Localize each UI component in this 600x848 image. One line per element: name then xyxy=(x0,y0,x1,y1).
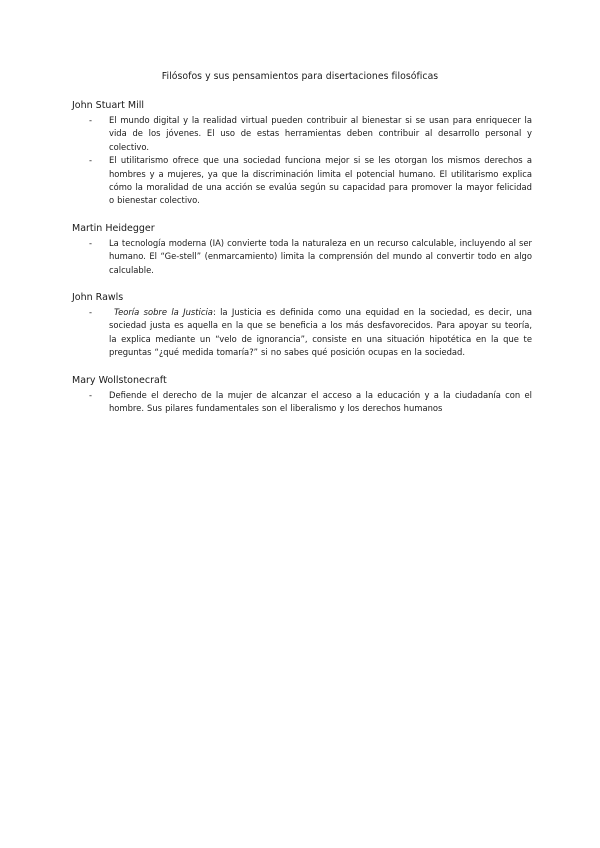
section-heading: Martin Heidegger xyxy=(72,222,155,234)
section-mary-wollstonecraft xyxy=(72,374,532,416)
bullet-dash: - xyxy=(89,237,93,248)
section-heading: Mary Wollstonecraft xyxy=(72,374,167,386)
item-text: Defiende el derecho de la mujer de alcanzar el acceso a la educación y a la ciudadanía con el hombre. Sus pilares fundamentales son el liberalismo y los derechos humanos xyxy=(109,389,532,414)
document-body xyxy=(72,99,532,430)
bullet-dash: - xyxy=(89,115,93,125)
item-text: : la Justicia es definida como una equidad en la sociedad, es decir, una sociedad justa es aquella en la que se beneficia a los más desfavorecidos. Para apoyar su teoría, la explica mediante un “velo de ignorancia”, consiste en una situación hipotética en la que te preguntas “¿qué medida tomaría?” si no sabes qué posición ocupas en la sociedad. xyxy=(109,307,533,358)
section-martin-heidegger xyxy=(72,222,532,277)
section-john-rawls xyxy=(72,291,532,360)
bullet-list xyxy=(72,114,532,208)
item-text: La tecnología moderna (IA) convierte toda la naturaleza en un recurso calculable, incluyendo al ser humano. El “Ge-stell” (enmarcamiento) limita la comprensión del mundo al convertir todo en algo calculable. xyxy=(109,237,532,275)
list-item xyxy=(72,306,532,360)
document-title: Filósofos y sus pensamientos para disertaciones filosóficas xyxy=(161,71,439,82)
section-john-stuart-mill xyxy=(72,99,532,208)
item-text: El utilitarismo ofrece que una sociedad funciona mejor si se les otorgan los mismos derechos a hombres y a mujeres, ya que la discriminación limita el potencial humano. El utilitarismo explica cómo la moralidad de una acción se evalúa según su capacidad para promover la mayor felicidad o bienestar colectivo. xyxy=(109,155,532,206)
bullet-list xyxy=(72,389,532,416)
list-item xyxy=(72,389,532,416)
bullet-list xyxy=(72,306,532,360)
list-item xyxy=(72,114,532,154)
bullet-dash: - xyxy=(89,155,93,166)
bullet-list xyxy=(72,237,532,277)
item-italic-title: Teoría sobre la Justicia xyxy=(114,307,213,318)
bullet-dash: - xyxy=(89,307,93,318)
section-heading: John Rawls xyxy=(72,292,124,304)
section-heading: John Stuart Mill xyxy=(72,100,145,111)
list-item xyxy=(72,154,532,208)
bullet-dash: - xyxy=(89,389,93,400)
list-item xyxy=(72,237,532,277)
item-text: El mundo digital y la realidad virtual pueden contribuir al bienestar si se usan para enriquecer la vida de los jóvenes. El uso de estas herramientas deben contribuir al desarrollo personal y colectivo. xyxy=(109,115,532,152)
